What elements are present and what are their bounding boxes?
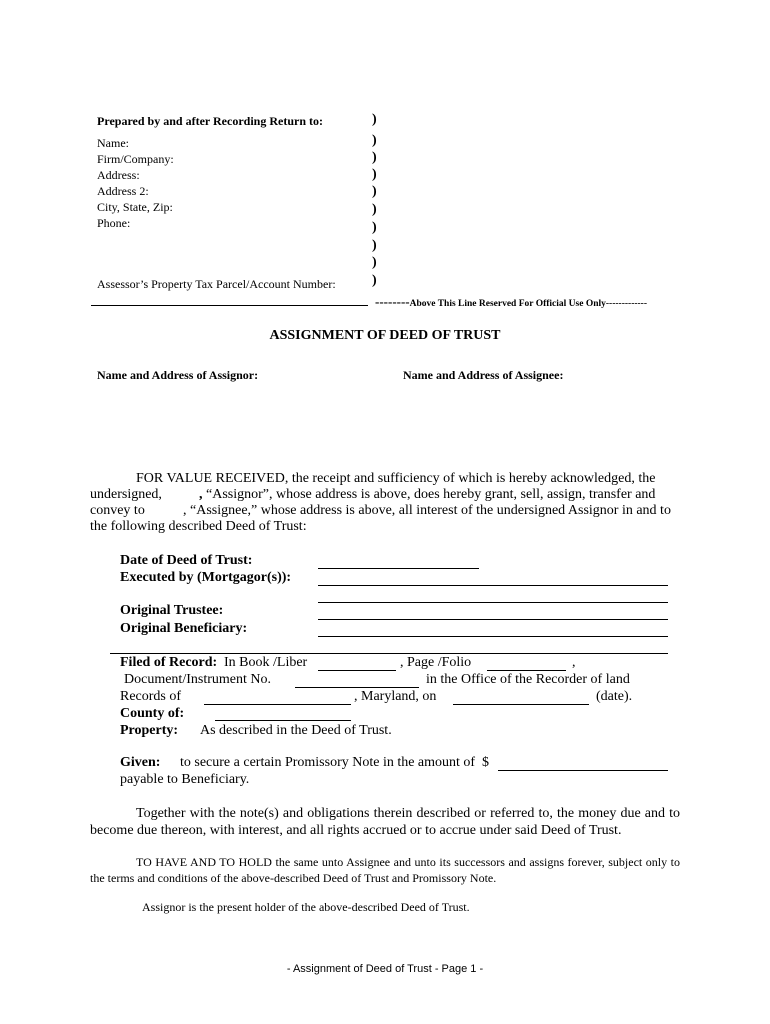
paren-divider: ) [372,112,377,127]
address2-label: Address 2: [97,184,149,198]
book-liber-field[interactable] [318,670,396,671]
paren-divider: ) [372,202,377,217]
parcel-number-line[interactable] [91,305,368,306]
paren-divider: ) [372,273,377,288]
paren-divider: ) [372,167,377,182]
reserved-text: Above This Line Reserved For Official Use Only------------- [409,299,648,309]
executed-by-field-2[interactable] [318,602,668,603]
page-folio-label: , Page /Folio [400,655,472,670]
paren-divider: ) [372,150,377,165]
footer-dash-right: - [479,963,484,975]
county-of-field[interactable] [215,720,351,721]
given-label: Given: [120,755,161,770]
intro-line-2-end: “Assignor”, whose address is above, does hereby grant, sell, assign, transfer and [206,487,656,502]
records-of-label: Records of [120,689,182,704]
firm-company-label: Firm/Company: [97,152,174,166]
assignor-heading: Name and Address of Assignor: [97,368,259,382]
name-label: Name: [97,136,129,150]
city-state-zip-label: City, State, Zip: [97,200,173,214]
reserved-dashes: -------- [375,294,410,309]
note-amount-field[interactable] [498,770,668,771]
recorded-date-field[interactable] [453,704,589,705]
assignee-heading: Name and Address of Assignee: [403,368,564,382]
footer-dash-left: - [286,963,291,975]
footer-text: Assignment of Deed of Trust - Page 1 [292,963,477,975]
dollar-sign: $ [482,755,489,770]
county-of-label: County of: [120,706,185,721]
intro-line-2-comma: , [199,487,203,502]
document-title: ASSIGNMENT OF DEED OF TRUST [269,328,501,343]
filed-of-record-label: Filed of Record: [120,655,218,670]
property-value: As described in the Deed of Trust. [200,723,392,738]
date-of-deed-label: Date of Deed of Trust: [120,553,253,568]
habendum-paragraph: TO HAVE AND TO HOLD the same unto Assignee and unto its successors and assigns forever, subject only to the terms and conditions of the above-described Deed of Trust and Promissory Note. [90,855,680,885]
page-footer [0,963,770,975]
document-number-label: Document/Instrument No. [124,672,271,687]
in-book-label: In Book /Liber [224,655,308,670]
paren-divider: ) [372,184,377,199]
holder-statement: Assignor is the present holder of the above-described Deed of Trust. [142,900,470,914]
paren-divider: ) [372,238,377,253]
intro-line-3-end: , “Assignee,” whose address is above, all interest of the undersigned Assignor in and to [183,503,671,518]
intro-line-4: the following described Deed of Trust: [90,519,307,534]
parcel-number-label: Assessor’s Property Tax Parcel/Account Number: [97,277,336,291]
paren-divider: ) [372,220,377,235]
intro-line-2-start: undersigned, [90,487,162,502]
maryland-on-label: , Maryland, on [354,689,437,704]
document-number-field[interactable] [295,687,419,688]
prepared-by-label: Prepared by and after Recording Return to: [97,114,323,128]
original-trustee-field[interactable] [318,619,668,620]
official-use-line [375,293,647,311]
given-text: to secure a certain Promissory Note in the amount of [180,755,476,770]
page-folio-field[interactable] [487,670,566,671]
property-label: Property: [120,723,179,738]
page-folio-comma: , [572,655,576,670]
intro-line-1: FOR VALUE RECEIVED, the receipt and sufficiency of which is hereby acknowledged, the [136,471,656,486]
intro-line-3-start: convey to [90,503,145,518]
paren-divider: ) [372,133,377,148]
original-beneficiary-label: Original Beneficiary: [120,621,248,636]
original-beneficiary-field[interactable] [318,636,668,637]
records-of-field[interactable] [204,704,351,705]
phone-label: Phone: [97,216,131,230]
date-paren-label: (date). [596,689,633,704]
executed-by-label: Executed by (Mortgagor(s)): [120,570,292,585]
paren-divider: ) [372,255,377,270]
date-of-deed-field[interactable] [318,568,479,569]
together-paragraph: Together with the note(s) and obligations therein described or referred to, the money due and to become due thereon, with interest, and all rights accrued or to accrue under said Deed of Trust. [90,806,680,838]
original-trustee-label: Original Trustee: [120,603,224,618]
executed-by-field[interactable] [318,585,668,586]
section-divider [110,653,668,654]
payable-text: payable to Beneficiary. [120,772,250,787]
address-label: Address: [97,168,140,182]
office-of-recorder-text: in the Office of the Recorder of land [426,672,630,687]
